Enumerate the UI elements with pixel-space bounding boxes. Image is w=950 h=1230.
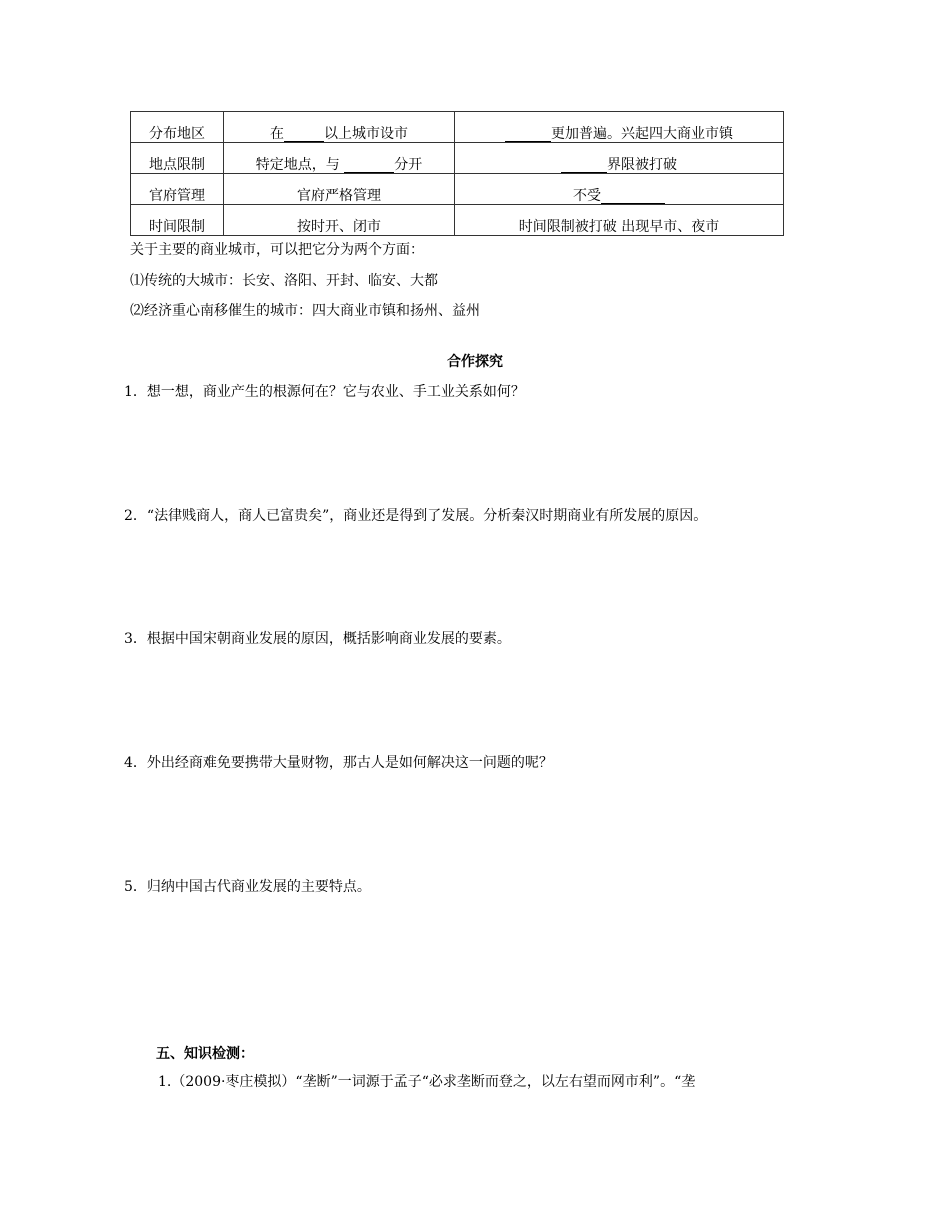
question-5: 5．归纳中国古代商业发展的主要特点。: [124, 879, 371, 895]
question-2: 2．“法律贱商人，商人已富贵矣”，商业还是得到了发展。分析秦汉时期商业有所发展的原因。: [124, 508, 708, 524]
table-row: [131, 112, 784, 143]
fill-blank: [344, 158, 394, 173]
row-label: 地点限制: [131, 143, 224, 174]
table-cell: 按时开、闭市: [224, 205, 455, 236]
cities-item-2: ⑵经济重心南移催生的城市：四大商业市镇和扬州、益州: [130, 303, 480, 319]
table-cell: 时间限制被打破 出现早市、夜市: [455, 205, 784, 236]
table-row: [131, 174, 784, 205]
fill-blank: [601, 189, 665, 204]
table-cell: 不受: [455, 174, 784, 205]
table-row: [131, 205, 784, 236]
table-cell: 官府严格管理: [224, 174, 455, 205]
fill-blank: [505, 127, 551, 142]
table-cell: 在 以上城市设市: [224, 112, 455, 143]
cities-intro: 关于主要的商业城市，可以把它分为两个方面：: [130, 242, 424, 258]
question-1: 1．想一想，商业产生的根源何在？它与农业、手工业关系如何？: [124, 384, 525, 400]
question-4: 4．外出经商难免要携带大量财物，那古人是如何解决这一问题的呢？: [124, 755, 553, 771]
fill-blank: [284, 127, 324, 142]
row-label: 官府管理: [131, 174, 224, 205]
knowledge-question-1: 1.（2009·枣庄模拟）“垄断”一词源于孟子“必求垄断而登之，以左右望而网市利”。“垄: [158, 1074, 696, 1090]
knowledge-heading: 五、知识检测：: [156, 1046, 254, 1062]
table-cell: 界限被打破: [455, 143, 784, 174]
cities-item-1: ⑴传统的大城市：长安、洛阳、开封、临安、大都: [130, 273, 438, 289]
comparison-table: [130, 111, 784, 236]
cooperation-heading: 合作探究: [447, 354, 503, 370]
row-label: 分布地区: [131, 112, 224, 143]
table-row: [131, 143, 784, 174]
question-3: 3．根据中国宋朝商业发展的原因，概括影响商业发展的要素。: [124, 631, 511, 647]
fill-blank: [561, 158, 607, 173]
row-label: 时间限制: [131, 205, 224, 236]
table-cell: 特定地点，与 分开: [224, 143, 455, 174]
table-cell: 更加普遍。兴起四大商业市镇: [455, 112, 784, 143]
